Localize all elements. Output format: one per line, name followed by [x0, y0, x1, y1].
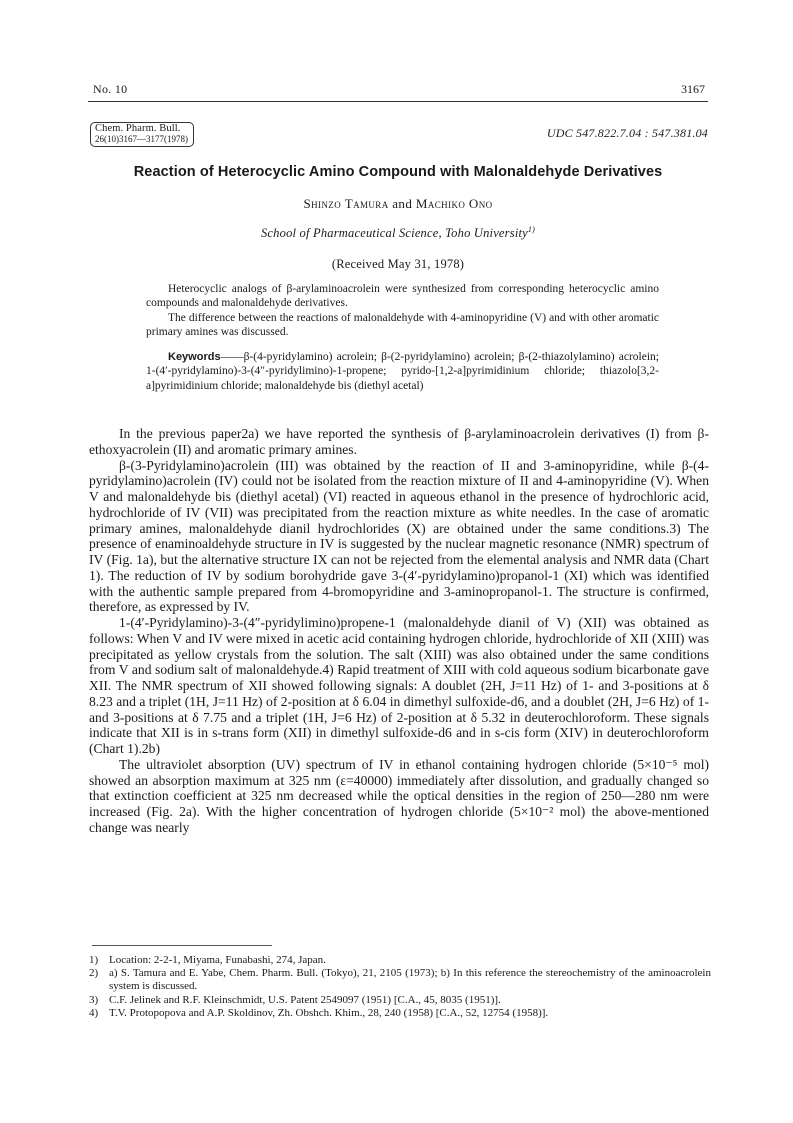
- author-2: [416, 196, 493, 211]
- affiliation: [88, 226, 708, 241]
- header-rule: [88, 101, 708, 102]
- body-paragraph: 1-(4′-Pyridylamino)-3-(4″-pyridylimino)propene-1 (malonaldehyde dianil of V) (XII) was obtained as follows: When V and IV were mixed in acetic acid containing hydrogen chloride, hydrochloride of XII (XIII) was precipitated as yellow crystals from the solution. The salt (XIII) was also obtained under the same conditions from V and sodium salt of malonaldehyde.4) Rapid treatment of XIII with cold aqueous sodium bicarbonate gave XII. The NMR spectrum of XII showed following signals: A doublet (2H, J=11 Hz) of 1- and 3-positions at δ 8.23 and a triplet (1H, J=11 Hz) of 2-position at δ 6.04 in dimethyl sulfoxide-d6, and a doublet (2H, J=6 Hz) of 1- and 3-positions at δ 7.75 and a triplet (1H, J=6 Hz) of 2-position at δ 5.32 in deuterochloroform. These signals indicate that XII is in s-trans form (XII) in dimethyl sulfoxide-d6 and in s-cis form (XIV) in deuterochloroform (Chart 1).2b): [89, 615, 709, 756]
- footnote-number: 3): [89, 993, 99, 1006]
- author-2-last: Ono: [468, 196, 493, 211]
- affiliation-footnote-marker: 1): [527, 224, 535, 234]
- keywords-paragraph: [146, 350, 659, 393]
- page-number: 3167: [681, 82, 705, 96]
- journal-volume-pages: 26(10)3167—3177(1978): [95, 134, 188, 144]
- affiliation-text: School of Pharmaceutical Science, Toho University: [260, 226, 528, 240]
- author-2-first: Machiko: [415, 196, 466, 211]
- footnote: [89, 954, 711, 967]
- footnote-number: 4): [89, 1006, 99, 1019]
- author-1: [303, 196, 392, 211]
- body-paragraph: β-(3-Pyridylamino)acrolein (III) was obtained by the reaction of II and 3-aminopyridine, while β-(4-pyridylamino)acrolein (IV) could not be isolated from the reaction mixture of II and 4-aminopyridine (V). When V and malonaldehyde bis (diethyl acetal) (VI) reacted in aqueous ethanol in the presence of hydrochloric acid, hydrochloride of IV (VII) was precipitated from the reaction mixture as white needles. In the case of aromatic primary amines, malonaldehyde dianil hydrochlorides (X) are obtained under the same conditions.3) The presence of enaminoaldehyde structure in IV is suggested by the nuclear magnetic resonance (NMR) spectrum of IV (Fig. 1a), but the alternative structure IX can not be rejected from the elemental analysis and NMR data (Chart 1). The reduction of IV by sodium borohydride gave 3-(4′-pyridylamino)propanol-1 (XI) which was identified with the authentic sample prepared from 4-bromopyridine and 3-aminopropanol-1. The structure is confirmed, therefore, as expressed by IV.: [89, 457, 709, 615]
- received-date: (Received May 31, 1978): [331, 257, 465, 271]
- author-1-first: Shinzo: [303, 196, 342, 211]
- footnotes: [89, 954, 711, 1020]
- body-text: [89, 426, 709, 836]
- journal-name: Chem. Pharm. Bull.: [95, 123, 181, 134]
- footnote-text: a) S. Tamura and E. Yabe, Chem. Pharm. Bull. (Tokyo), 21, 2105 (1973); b) In this reference the stereochemistry of the aminoacrolein system is discussed.: [109, 967, 711, 993]
- body-paragraph: In the previous paper2a) we have reported the synthesis of β-arylaminoacrolein derivatives (I) from β-ethoxyacrolein (II) and aromatic primary amines.: [89, 426, 709, 457]
- body-paragraph: The ultraviolet absorption (UV) spectrum of IV in ethanol containing hydrogen chloride (5×10⁻⁵ mol) showed an absorption maximum at 325 nm (ε=40000) immediately after dissolution, and gradually changed so that extinction coefficient at 325 nm decreased while the optical densities in the region of 250—280 nm were increased (Fig. 2a). With the higher concentration of hydrogen chloride (5×10⁻² mol) the above-mentioned change was nearly: [89, 756, 709, 835]
- author-1-last: Tamura: [344, 196, 389, 211]
- footnote: [89, 994, 711, 1007]
- footnote-number: 1): [89, 954, 99, 966]
- abstract-paragraph: Heterocyclic analogs of β-arylaminoacrolein were synthesized from corresponding heterocyclic amino compounds and malonaldehyde derivatives.: [146, 283, 659, 310]
- footnote: [89, 1007, 711, 1020]
- author-line: [88, 196, 708, 212]
- paper-title: Reaction of Heterocyclic Amino Compound with Malonaldehyde Derivatives: [133, 164, 663, 180]
- footnote-text: Location: 2-2-1, Miyama, Funabashi, 274, Japan.: [109, 954, 326, 966]
- abstract: [146, 282, 659, 340]
- footnote: [89, 967, 711, 993]
- journal-citation: [90, 122, 194, 147]
- footnote-rule: [92, 945, 272, 946]
- issue-number: No. 10: [93, 82, 128, 96]
- footnote-text: C.F. Jelinek and R.F. Kleinschmidt, U.S. Patent 2549097 (1951) [C.A., 45, 8035 (1951)].: [109, 993, 501, 1006]
- udc-code: UDC 547.822.7.04 : 547.381.04: [546, 126, 708, 140]
- footnote-number: 2): [89, 967, 99, 980]
- footnote-text: T.V. Protopopova and A.P. Skoldinov, Zh. Obshch. Khim., 28, 240 (1958) [C.A., 52, 12754 (1958)].: [109, 1006, 549, 1019]
- abstract-paragraph: The difference between the reactions of malonaldehyde with 4-aminopyridine (V) and with other aromatic primary amines was discussed.: [146, 311, 659, 339]
- author-conjunction: and: [392, 196, 413, 211]
- journal-citation-bracket: [90, 122, 194, 147]
- keywords-block: [146, 350, 659, 393]
- keywords-label: Keywords: [168, 351, 221, 363]
- keywords-text: ——β-(4-pyridylamino) acrolein; β-(2-pyridylamino) acrolein; β-(2-thiazolylamino) acrolein; 1-(4′-pyridylamino)-3-(4″-pyridylimino)-1-propene; pyrido-[1,2-a]pyrimidinium chloride; thiazolo[3,2-a]pyrimidinium chloride; malonaldehyde bis (diethyl acetal): [146, 351, 659, 392]
